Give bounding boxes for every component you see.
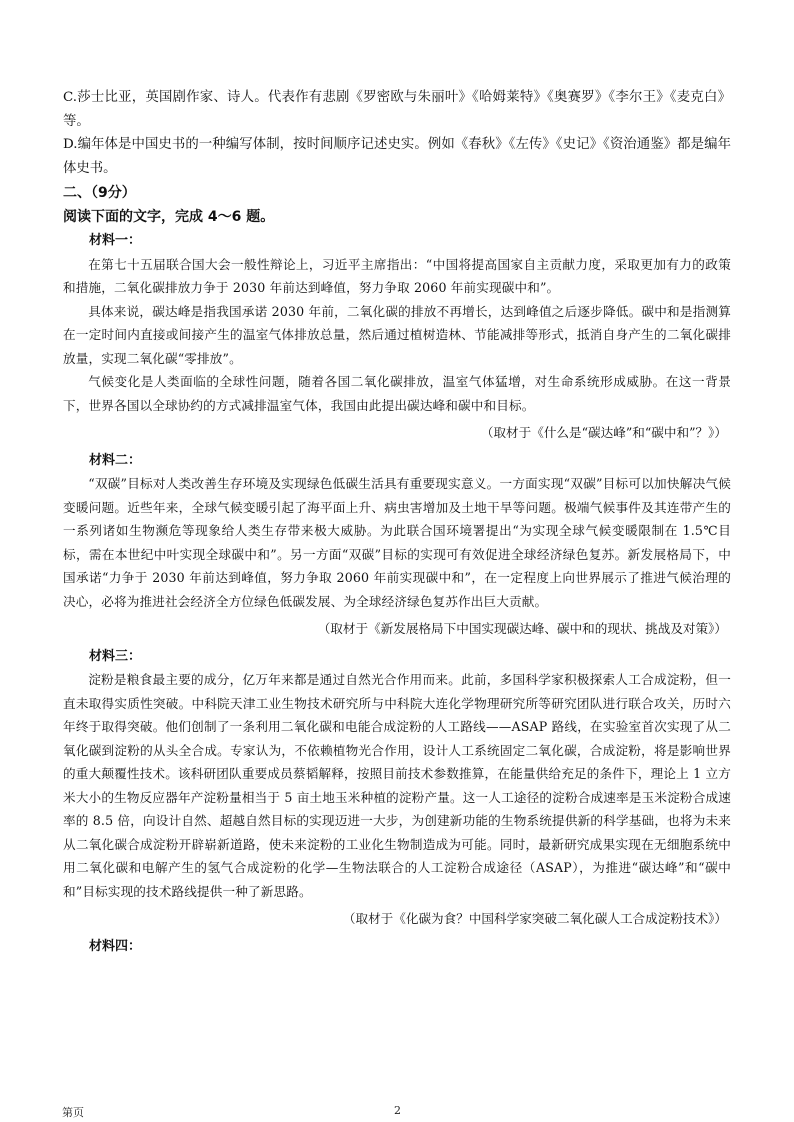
material-2: [63, 449, 731, 641]
material-label: 材料四：: [89, 938, 142, 954]
material-paragraph: 淀粉是粮食最主要的成分，亿万年来都是通过自然光合作用而来。此前，多国科学家积极探索人工合成淀粉，但一直未取得实质性突破。中科院天津工业生物技术研究所与中科院大连化学物理研究所等研究团队进行联合攻关，历时六年终于取得突破。他们创制了一条利用二氧化碳和电能合成淀粉的人工路线——ASAP 路线，在实验室首次实现了从二氧化碳到淀粉的从头全合成。专家认为，不依赖植物光合作用，设计人工系统固定二氧化碳，合成淀粉，将是影响世界的重大颠覆性技术。该科研团队重要成员蔡韬解释，按照目前技术参数推算，在能量供给充足的条件下，理论上 1 立方米大小的生物反应器年产淀粉量相当于 5 亩土地玉米种植的淀粉产量。这一人工途径的淀粉合成速率是玉米淀粉合成速率的 8.5 倍，向设计自然、超越自然目标的实现迈进一大步，为创建新功能的生物系统提供新的科学基础，也将为未来从二氧化碳合成淀粉开辟崭新道路，使未来淀粉的工业化生物制造成为可能。同时，最新研究成果实现在无细胞系统中用二氧化碳和电解产生的氢气合成淀粉的化学—生物法联合的人工淀粉合成途径（ASAP），为推进“碳达峰”和“碳中和”目标实现的技术路线提供一种了新思路。: [63, 672, 731, 899]
footer-page-number: 2: [394, 1104, 401, 1117]
material-label: 材料二：: [89, 452, 142, 468]
option-c: C.莎士比亚，英国剧作家、诗人。代表作有悲剧《罗密欧与朱丽叶》《哈姆莱特》《奥赛罗》《李尔王》《麦克白》等。: [63, 90, 731, 129]
material-paragraph: “双碳”目标对人类改善生存环境及实现绿色低碳生活具有重要现实意义。一方面实现“双碳”目标可以加快解决气候变暖问题。近些年来，全球气候变暖引起了海平面上升、病虫害增加及土地干旱等问题。极端气候事件及其连带产生的一系列诸如生物濒危等现象给人类生存带来极大威胁。为此联合国环境署提出“为实现全球气候变暖限制在 1.5℃目标，需在本世纪中叶实现全球碳中和”。另一方面“双碳”目标的实现可有效促进全球经济绿色复苏。新发展格局下，中国承诺“力争于 2030 年前达到峰值，努力争取 2060 年前实现碳中和”，在一定程度上向世界展示了推进气候治理的决心，必将为推进社会经济全方位绿色低碳发展、为全球经济绿色复苏作出巨大贡献。: [63, 476, 731, 609]
material-label: 材料一：: [89, 233, 142, 248]
footer-page-label: 第页: [62, 1106, 84, 1119]
material-source: （取材于《化碳为食？中国科学家突破二氧化碳人工合成淀粉技术》）: [342, 911, 727, 926]
document-page: [63, 86, 731, 958]
material-4: [63, 935, 731, 959]
material-source: （取材于《什么是“碳达峰”和“碳中和”？》）: [480, 425, 727, 440]
material-3: [63, 645, 731, 931]
material-paragraph: 气候变化是人类面临的全球性问题，随着各国二氧化碳排放，温室气体猛增，对生命系统形成威胁。在这一背景下，世界各国以全球协约的方式减排温室气体，我国由此提出碳达峰和碳中和目标。: [63, 374, 731, 413]
material-1: [63, 229, 731, 445]
material-paragraph: 具体来说，碳达峰是指我国承诺 2030 年前，二氧化碳的排放不再增长，达到峰值之后逐步降低。碳中和是指测算在一定时间内直接或间接产生的温室气体排放总量，然后通过植树造林、节能减排等形式，抵消自身产生的二氧化碳排放量，实现二氧化碳“零排放”。: [63, 303, 731, 366]
material-paragraph: 在第七十五届联合国大会一般性辩论上，习近平主席指出：“中国将提高国家自主贡献力度，采取更加有力的政策和措施，二氧化碳排放力争于 2030 年前达到峰值，努力争取 2060 年前实现碳中和”。: [63, 256, 731, 295]
option-d: D.编年体是中国史书的一种编写体制，按时间顺序记述史实。例如《春秋》《左传》《史记》《资治通鉴》都是编年体史书。: [63, 137, 731, 176]
section-instruction: 阅读下面的文字，完成 4～6 题。: [63, 208, 275, 225]
material-source: （取材于《新发展格局下中国实现碳达峰、碳中和的现状、挑战及对策》）: [317, 621, 727, 636]
section-title: 二、（9分）: [63, 185, 136, 201]
material-label: 材料三：: [89, 648, 142, 664]
